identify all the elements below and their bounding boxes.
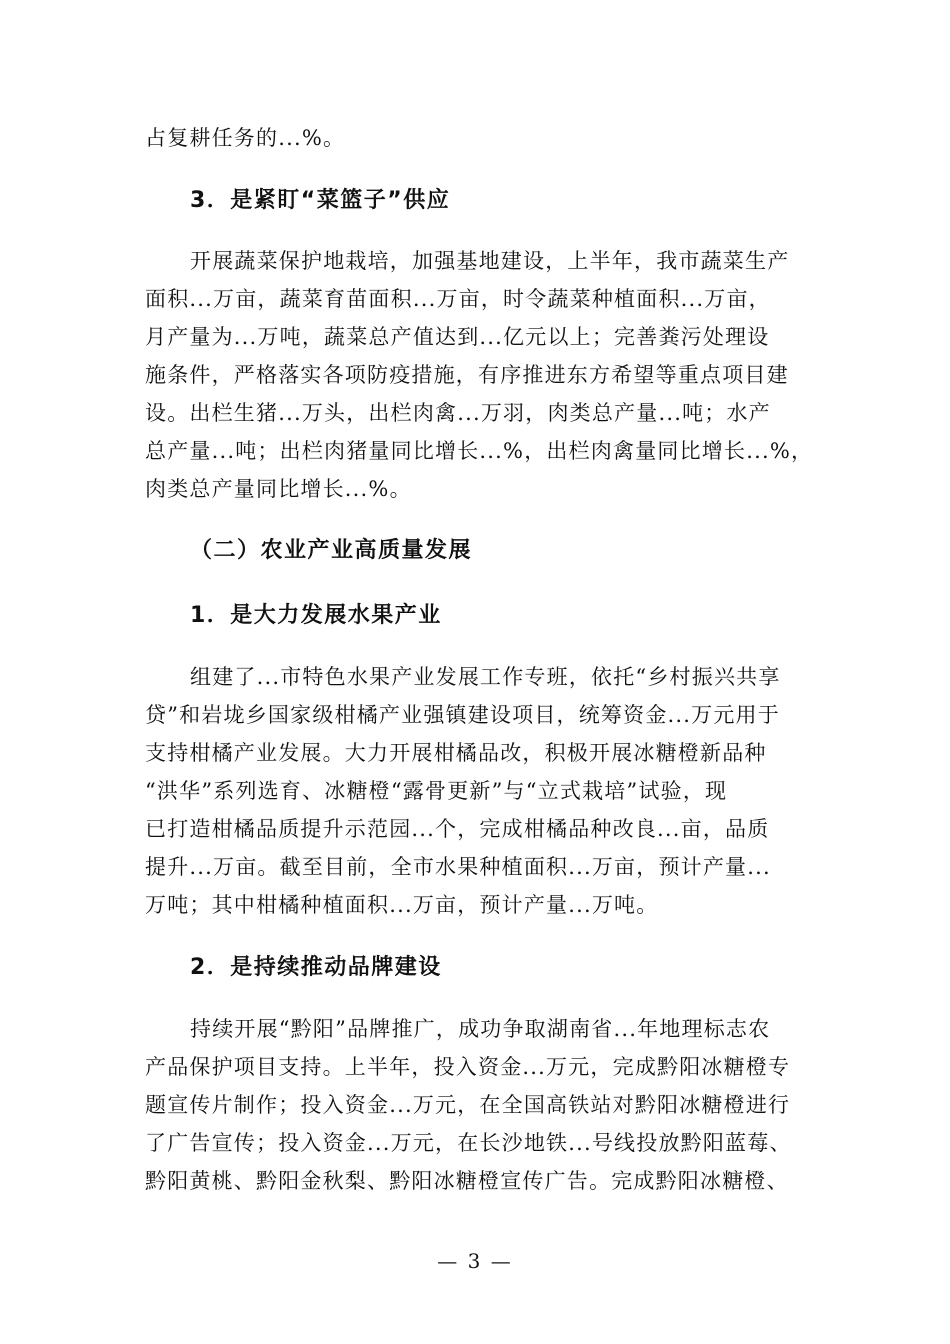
paragraph-line: 支持柑橘产业发展。大力开展柑橘品改，积极开展冰糖橙新品种 [145,741,767,765]
paragraph-line: 开展蔬菜保护地栽培，加强基地建设，上半年，我市蔬菜生产 [190,249,790,273]
paragraph-line: 贷”和岩垅乡国家级柑橘产业强镇建设项目，统筹资金...万元用于 [145,703,780,727]
paragraph-line: 肉类总产量同比增长...%。 [145,477,412,501]
paragraph-line: 月产量为...万吨，蔬菜总产值达到...亿元以上；完善粪污处理设 [145,325,770,349]
subsection-heading: 1．是大力发展水果产业 [190,603,442,628]
subsection-heading: 2．是持续推动品牌建设 [190,955,442,980]
paragraph-line: 了广告宣传；投入资金...万元，在长沙地铁...号线投放黔阳蓝莓、 [145,1131,792,1155]
paragraph-line: 施条件，严格落实各项防疫措施，有序推进东方希望等重点项目建 [145,363,789,387]
paragraph-line: 产品保护项目支持。上半年，投入资金...万元，完成黔阳冰糖橙专 [145,1055,791,1079]
paragraph-line: 组建了...市特色水果产业发展工作专班，依托“乡村振兴共享 [190,665,781,689]
paragraph-line: 占复耕任务的...%。 [145,126,346,150]
paragraph-line: 提升...万亩。截至目前，全市水果种植面积...万亩，预计产量... [145,855,771,879]
paragraph-line: 万吨；其中柑橘种植面积...万亩，预计产量...万吨。 [145,893,659,917]
paragraph-line: 题宣传片制作；投入资金...万元，在全国高铁站对黔阳冰糖橙进行 [145,1093,791,1117]
page-number: — 3 — [437,1249,513,1273]
paragraph-line: 设。出栏生猪...万头，出栏肉禽...万羽，肉类总产量...吨；水产 [145,401,771,425]
paragraph-line: 持续开展“黔阳”品牌推广，成功争取湖南省...年地理标志农 [190,1017,771,1041]
paragraph-line: 已打造柑橘品质提升示范园...个，完成柑橘品种改良...亩，品质 [145,817,770,841]
subsection-heading: 3．是紧盯“菜篮子”供应 [190,188,451,213]
paragraph-line: 面积...万亩，蔬菜育苗面积...万亩，时令蔬菜种植面积...万亩， [145,287,771,311]
paragraph-line: “洪华”系列选育、冰糖橙“露骨更新”与“立式栽培”试验，现 [145,779,728,803]
paragraph-line: 黔阳黄桃、黔阳金秋梨、黔阳冰糖橙宣传广告。完成黔阳冰糖橙、 [145,1169,789,1193]
paragraph-line: 总产量...吨；出栏肉猪量同比增长...%，出栏肉禽量同比增长...%， [145,439,814,463]
section-heading: （二）农业产业高质量发展 [190,538,473,563]
